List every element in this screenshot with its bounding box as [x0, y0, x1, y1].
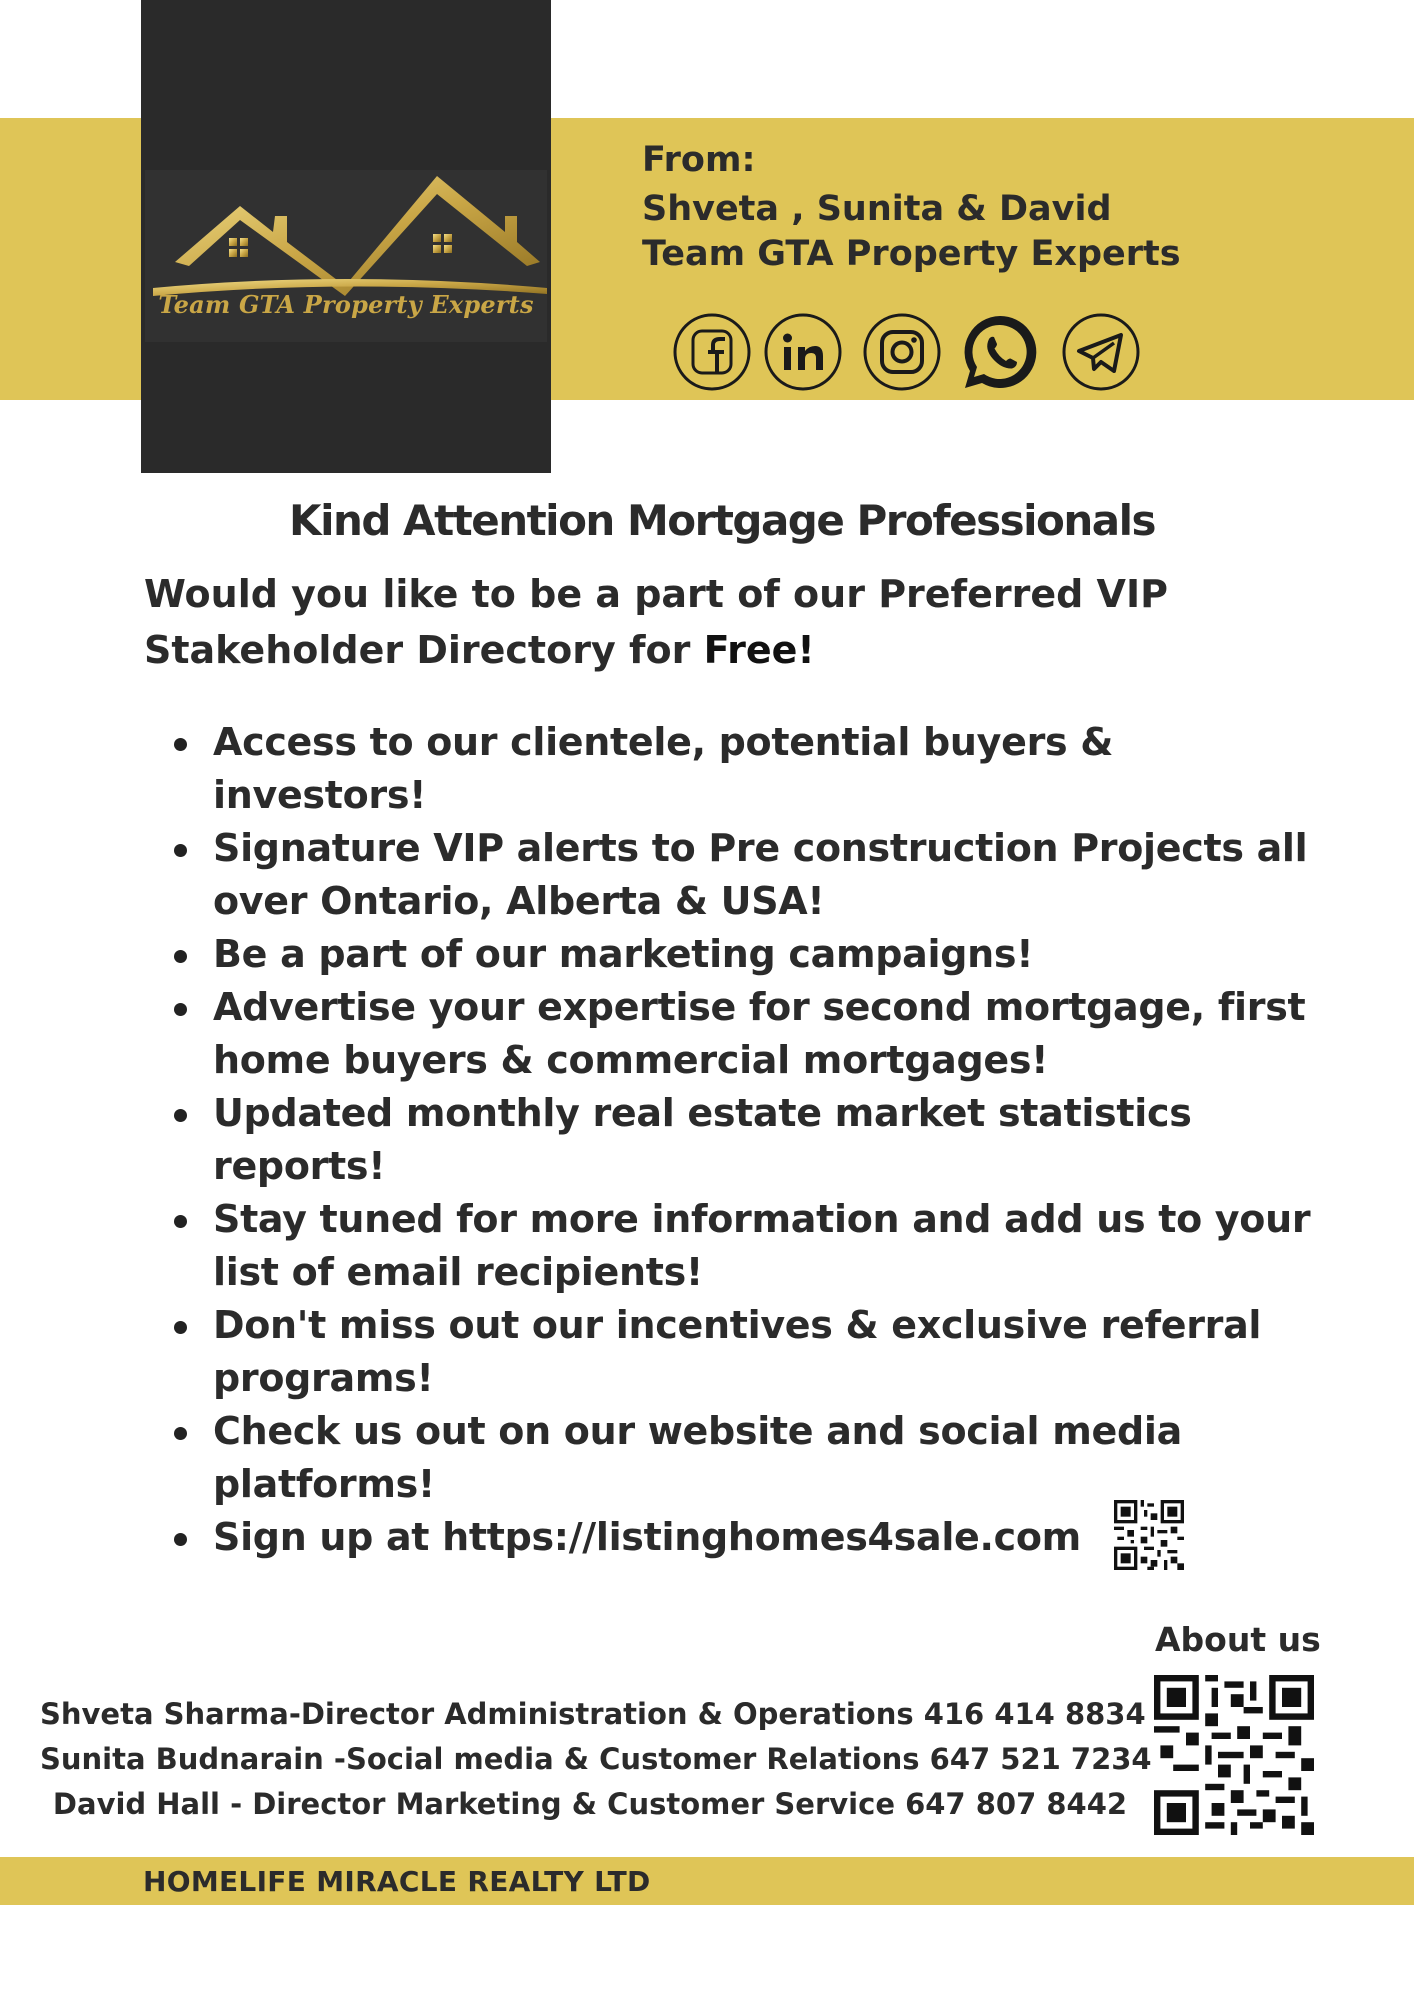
bullet-icon [174, 1427, 187, 1440]
contact-shveta: Shveta Sharma-Director Administration & Operations 416 414 8834 [40, 1697, 1146, 1731]
contact-david: David Hall - Director Marketing & Customer Service 647 807 8442 [52, 1787, 1128, 1821]
intro-text [144, 566, 1304, 678]
list-item [166, 1087, 1316, 1193]
signup-link[interactable]: Sign up at https://listinghomes4sale.com [213, 1515, 1081, 1559]
bullet-icon [174, 844, 187, 857]
bullet-icon [174, 738, 187, 751]
telegram-icon[interactable] [1061, 312, 1141, 392]
about-us-label: About us [1155, 1620, 1321, 1659]
sender-names: Shveta , Sunita & David [642, 189, 1112, 229]
contact-sunita: Sunita Budnarain -Social media & Customer Relations 647 521 7234 [40, 1742, 1152, 1776]
about-us-qr-code[interactable] [1154, 1675, 1314, 1835]
list-item [166, 1193, 1316, 1299]
bullet-icon [174, 1109, 187, 1122]
whatsapp-icon[interactable] [960, 312, 1040, 392]
bullet-icon [174, 1003, 187, 1016]
list-item-text: Updated monthly real estate market statistics reports! [213, 1091, 1192, 1188]
list-item-text: Access to our clientele, potential buyers & investors! [213, 720, 1114, 817]
list-item-text: Stay tuned for more information and add us to your list of email recipients! [213, 1197, 1311, 1294]
list-item [166, 1299, 1316, 1405]
intro-line-2-text: Stakeholder Directory for [144, 628, 704, 672]
bullet-icon [174, 1533, 187, 1546]
list-item [166, 928, 1316, 981]
benefits-list [166, 716, 1316, 1564]
bullet-icon [174, 1321, 187, 1334]
list-item [166, 716, 1316, 822]
logo [141, 0, 551, 473]
headline: Kind Attention Mortgage Professionals [289, 496, 1155, 545]
bullet-icon [174, 950, 187, 963]
list-item-text: Advertise your expertise for second mortgage, first home buyers & commercial mortgages! [213, 985, 1306, 1082]
list-item [166, 822, 1316, 928]
intro-line-1: Would you like to be a part of our Preferred VIP [144, 572, 1168, 616]
intro-free: Free! [703, 628, 815, 672]
footer-band [0, 1857, 1414, 1905]
list-item-text: Check us out on our website and social media platforms! [213, 1409, 1182, 1506]
facebook-icon[interactable] [672, 312, 752, 392]
list-item-text: Be a part of our marketing campaigns! [213, 932, 1034, 976]
instagram-icon[interactable] [862, 312, 942, 392]
from-label: From: [642, 140, 756, 180]
contact-list [40, 1692, 1152, 1827]
linkedin-icon[interactable] [763, 312, 843, 392]
intro-line-2 [144, 622, 1304, 678]
list-item-text: Signature VIP alerts to Pre construction Projects all over Ontario, Alberta & USA! [213, 826, 1308, 923]
team-name: Team GTA Property Experts [642, 234, 1181, 274]
list-item-text: Don't miss out our incentives & exclusive referral programs! [213, 1303, 1262, 1400]
brokerage-name: HOMELIFE MIRACLE REALTY LTD [143, 1865, 651, 1898]
list-item [166, 1405, 1316, 1511]
logo-text: Team GTA Property Experts [158, 290, 534, 319]
bullet-icon [174, 1215, 187, 1228]
signup-qr-code[interactable] [1114, 1500, 1184, 1570]
from-block [642, 138, 1362, 277]
list-item [166, 981, 1316, 1087]
social-links [672, 312, 1152, 398]
logo-mark [145, 170, 547, 342]
